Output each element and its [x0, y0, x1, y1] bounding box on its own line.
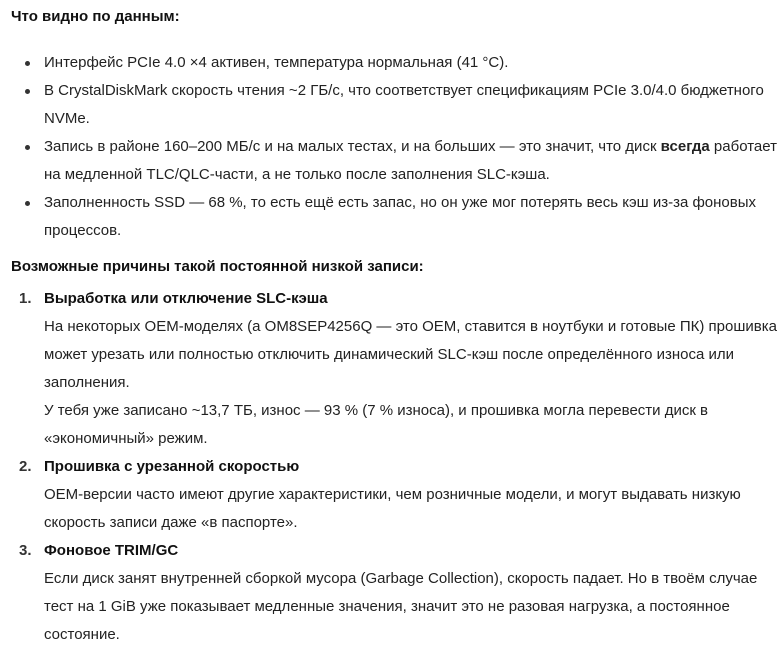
- emphasis-text: всегда: [660, 138, 710, 155]
- bullet-icon: [25, 145, 30, 150]
- list-item-text: Заполненность SSD — 68 %, то есть ещё есть запас, но он уже мог потерять весь кэш из-за фоновых процессов.: [44, 194, 757, 239]
- bullet-icon: [25, 201, 30, 206]
- item-paragraph: На некоторых OEM-моделях (а OM8SEP4256Q — это OEM, ставится в ноутбуки и готовые ПК) прошивка может урезать или полностью отключить динамический SLC-кэш после определённого износа или заполнения.: [44, 318, 777, 391]
- list-item: [11, 77, 783, 133]
- numbered-item: [11, 537, 783, 649]
- item-paragraph: Если диск занят внутренней сборкой мусора (Garbage Collection), скорость падает. Но в твоём случае тест на 1 GiB уже показывает медленные значения, значит это не разовая нагрузка, а постоянное состояние.: [44, 570, 758, 643]
- item-title: Прошивка с урезанной скоростью: [44, 458, 300, 475]
- list-item-text: В CrystalDiskMark скорость чтения ~2 ГБ/с, что соответствует спецификациям PCIe 3.0/4.0 бюджетного NVMe.: [44, 82, 764, 127]
- list-item-text: Интерфейс PCIe 4.0 ×4 активен, температура нормальная (41 °C).: [44, 54, 509, 71]
- list-item-text-end: работает на медленной TLC/QLC-части, а не только после заполнения SLC-кэша.: [44, 138, 777, 183]
- section-heading-data: Что видно по данным:: [11, 8, 180, 25]
- list-item: [11, 133, 783, 189]
- section-heading-causes: Возможные причины такой постоянной низкой записи:: [11, 258, 424, 275]
- item-number: 1.: [19, 290, 32, 307]
- list-item: [11, 49, 783, 77]
- numbered-item: [11, 285, 783, 453]
- bullet-icon: [25, 61, 30, 66]
- item-number: 3.: [19, 542, 32, 559]
- item-title: Фоновое TRIM/GC: [44, 542, 179, 559]
- list-item-text-start: Запись в районе 160–200 МБ/с и на малых тестах, и на больших — это значит, что диск: [44, 138, 661, 155]
- item-paragraph: У тебя уже записано ~13,7 ТБ, износ — 93 % (7 % износа), и прошивка могла перевести диск в «экономичный» режим.: [44, 402, 709, 447]
- bullet-icon: [25, 89, 30, 94]
- causes-list: [11, 285, 783, 649]
- item-number: 2.: [19, 458, 32, 475]
- item-paragraph: OEM-версии часто имеют другие характеристики, чем розничные модели, и могут выдавать низкую скорость записи даже «в паспорте».: [44, 486, 741, 531]
- item-title: Выработка или отключение SLC-кэша: [44, 290, 328, 307]
- list-item: [11, 189, 783, 245]
- numbered-item: [11, 453, 783, 537]
- observations-list: [11, 49, 783, 245]
